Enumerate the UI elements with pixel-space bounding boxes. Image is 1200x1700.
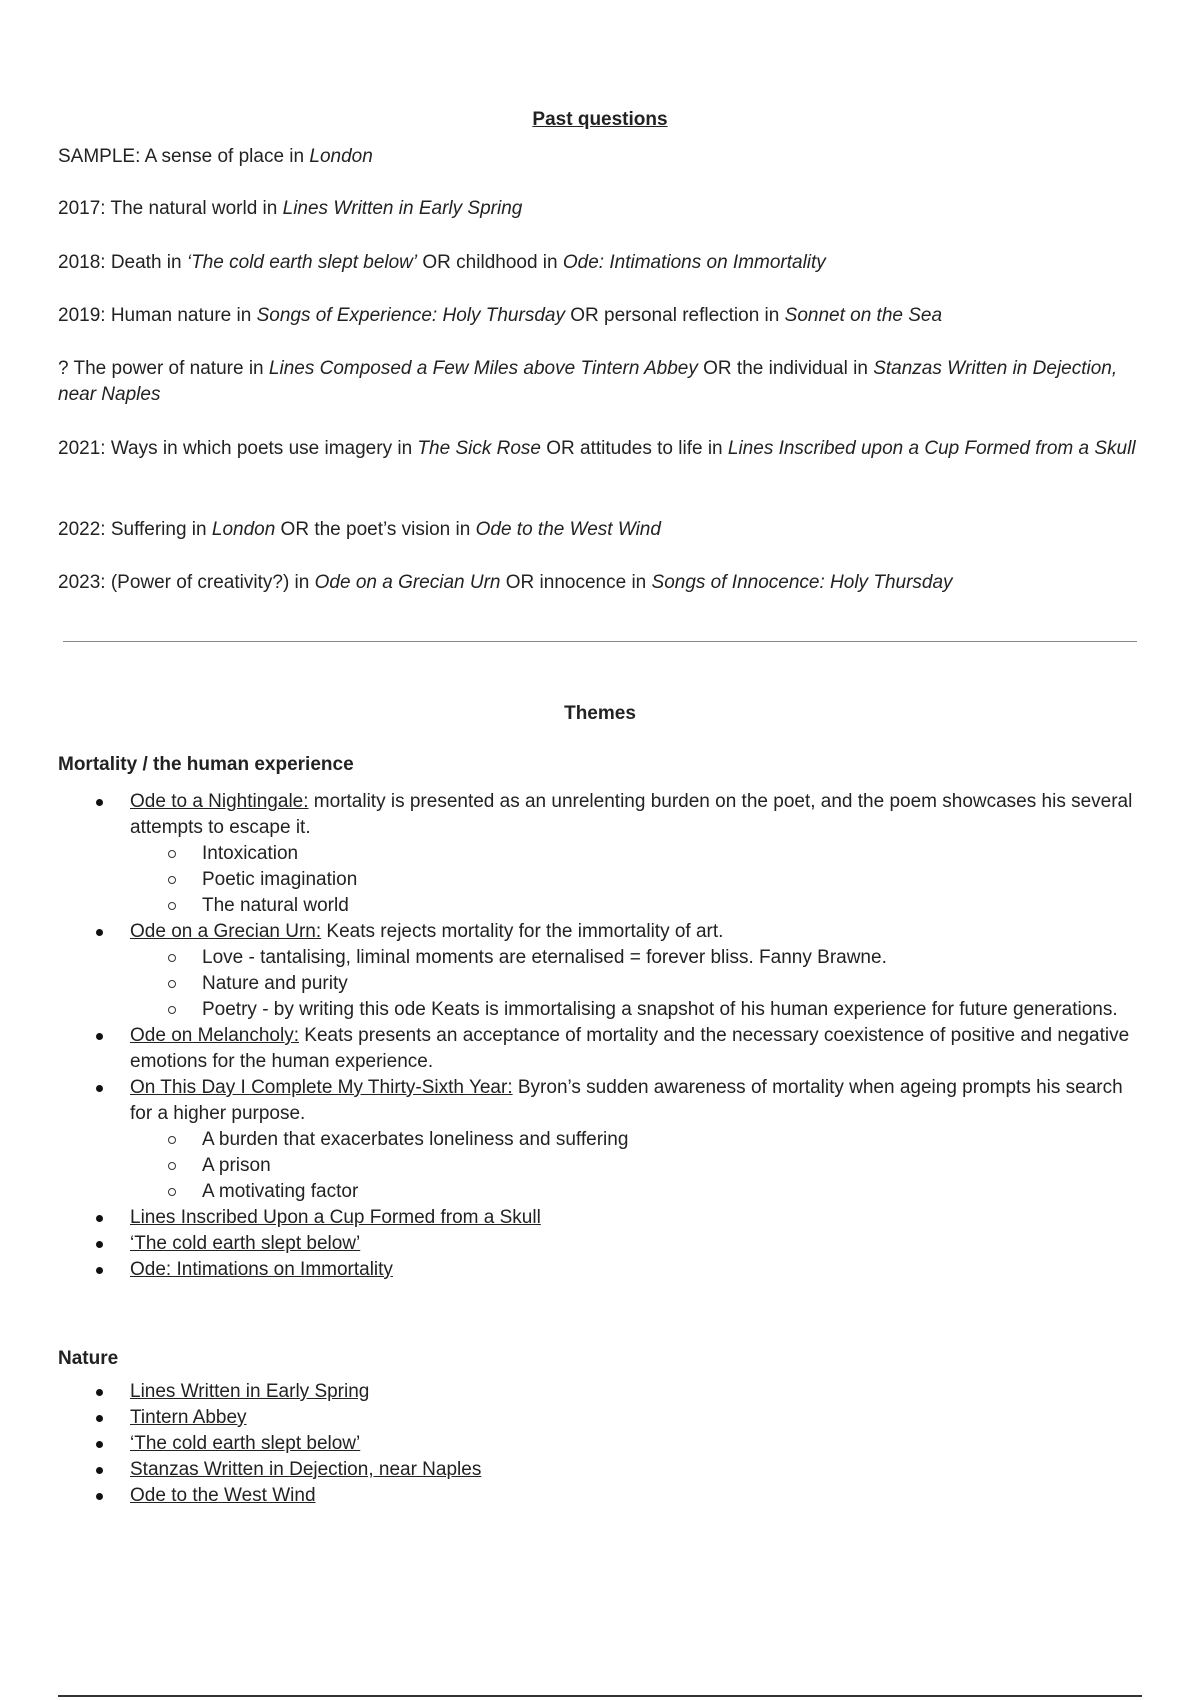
question-line: ? The power of nature in Lines Composed a Few Miles above Tintern Abbey OR the individual in Stanzas Written in Dejection, near Naples — [58, 358, 1118, 405]
bottom-rule — [58, 1695, 1142, 1697]
list-item: Ode to a Nightingale: mortality is presented as an unrelenting burden on the poet, and the poem showcases his several attempts to escape it. Intoxication Poetic imagination The natural world — [0, 789, 1140, 919]
poem-title: Ode to the West Wind — [130, 1485, 316, 1506]
poem-title: ‘The cold earth slept below’ — [130, 1233, 361, 1254]
poem-title: Tintern Abbey — [130, 1407, 247, 1428]
section-heading-mortality: Mortality / the human experience — [58, 754, 354, 775]
list-item: Ode on Melancholy: Keats presents an acceptance of mortality and the necessary coexistence of positive and negative emotions for the human experience. — [0, 1023, 1140, 1075]
list-item: On This Day I Complete My Thirty-Sixth Year: Byron’s sudden awareness of mortality when ageing prompts his search for a higher purpose. A burden that exacerbates loneliness and suffering A prison A motivating factor — [0, 1075, 1140, 1205]
question-line: 2021: Ways in which poets use imagery in The Sick Rose OR attitudes to life in Lines Inscribed upon a Cup Formed from a Skull — [58, 438, 1136, 459]
sub-list-item: Intoxication — [130, 841, 1140, 867]
list-item — [0, 1483, 1140, 1509]
section-heading-nature: Nature — [58, 1348, 119, 1369]
list-item — [0, 1457, 1140, 1483]
poem-title: ‘The cold earth slept below’ — [130, 1433, 361, 1454]
themes-title: Themes — [564, 703, 636, 724]
list-item — [0, 1405, 1140, 1431]
sub-list-item: Poetic imagination — [130, 867, 1140, 893]
sub-list-item: A motivating factor — [130, 1179, 1140, 1205]
list-item: Ode on a Grecian Urn: Keats rejects mortality for the immortality of art. Love - tantalising, liminal moments are eternalised = forever bliss. Fanny Brawne. Nature and purity Poetry - by writing this ode Keats is immortalising a snapshot of his human experience for future generations. — [0, 919, 1140, 1023]
sub-list — [130, 945, 1140, 1023]
list-item — [0, 1431, 1140, 1457]
sub-list — [130, 1127, 1140, 1205]
list-item — [0, 1257, 1140, 1283]
sub-list-item: Poetry - by writing this ode Keats is immortalising a snapshot of his human experience for future generations. — [130, 997, 1140, 1023]
sub-list-item: A prison — [130, 1153, 1140, 1179]
nature-list — [0, 1379, 1140, 1509]
poem-title: Ode on Melancholy: — [130, 1025, 299, 1046]
question-line: 2018: Death in ‘The cold earth slept below’ OR childhood in Ode: Intimations on Immortality — [58, 252, 826, 273]
list-item — [0, 1205, 1140, 1231]
sub-list-item: The natural world — [130, 893, 1140, 919]
poem-title: Ode to a Nightingale: — [130, 791, 309, 812]
mortality-list — [0, 789, 1140, 1283]
sub-list — [130, 841, 1140, 919]
question-line: 2019: Human nature in Songs of Experience: Holy Thursday OR personal reflection in Sonnet on the Sea — [58, 305, 943, 326]
question-line: SAMPLE: A sense of place in London — [58, 146, 373, 167]
poem-title: Lines Inscribed Upon a Cup Formed from a Skull — [130, 1207, 541, 1228]
poem-title: Stanzas Written in Dejection, near Naples — [130, 1459, 482, 1480]
question-line: 2023: (Power of creativity?) in Ode on a Grecian Urn OR innocence in Songs of Innocence: Holy Thursday — [58, 572, 953, 593]
sub-list-item: Nature and purity — [130, 971, 1140, 997]
poem-title: Lines Written in Early Spring — [130, 1381, 370, 1402]
question-line: 2017: The natural world in Lines Written in Early Spring — [58, 198, 523, 219]
list-item — [0, 1379, 1140, 1405]
poem-title: On This Day I Complete My Thirty-Sixth Year: — [130, 1077, 513, 1098]
list-item — [0, 1231, 1140, 1257]
question-line: 2022: Suffering in London OR the poet’s vision in Ode to the West Wind — [58, 519, 661, 540]
poem-title: Ode on a Grecian Urn: — [130, 921, 322, 942]
horizontal-divider — [63, 641, 1137, 642]
past-questions-title: Past questions — [532, 109, 668, 130]
sub-list-item: Love - tantalising, liminal moments are eternalised = forever bliss. Fanny Brawne. — [130, 945, 1140, 971]
sub-list-item: A burden that exacerbates loneliness and suffering — [130, 1127, 1140, 1153]
poem-title: Ode: Intimations on Immortality — [130, 1259, 393, 1280]
